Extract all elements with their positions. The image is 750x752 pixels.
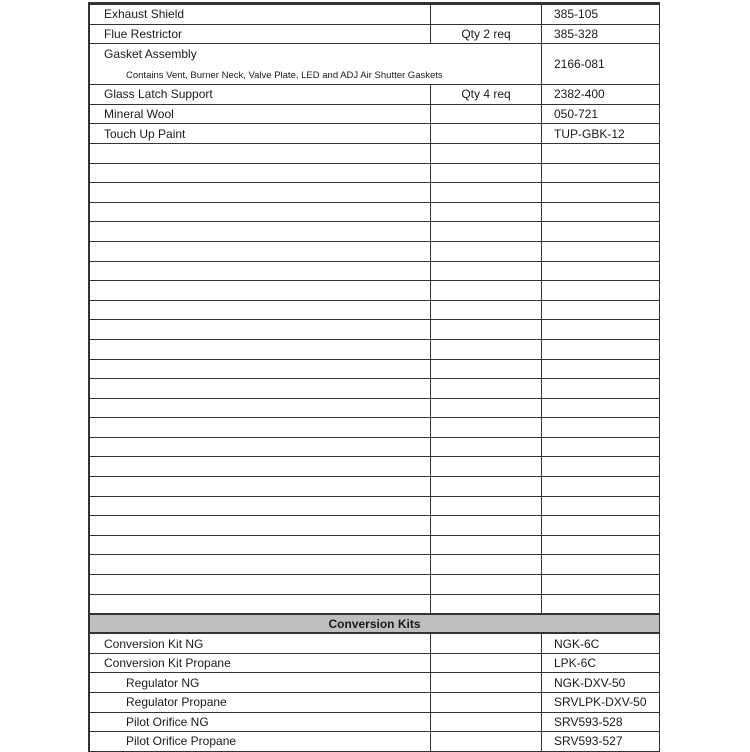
empty-cell bbox=[90, 163, 431, 183]
empty-cell bbox=[431, 143, 542, 163]
kit-description: Conversion Kit NG bbox=[90, 633, 431, 653]
empty-cell bbox=[542, 261, 660, 281]
part-number: 2382-400 bbox=[542, 85, 660, 105]
table-row bbox=[90, 124, 660, 144]
empty-cell bbox=[90, 281, 431, 301]
table-row bbox=[90, 712, 660, 732]
empty-row bbox=[90, 398, 660, 418]
kit-part-number: NGK-6C bbox=[542, 633, 660, 653]
empty-cell bbox=[431, 575, 542, 595]
empty-cell bbox=[431, 320, 542, 340]
empty-row bbox=[90, 359, 660, 379]
empty-cell bbox=[431, 379, 542, 399]
empty-cell bbox=[542, 379, 660, 399]
empty-cell bbox=[431, 300, 542, 320]
empty-cell bbox=[431, 281, 542, 301]
empty-row bbox=[90, 594, 660, 614]
empty-cell bbox=[90, 437, 431, 457]
empty-row bbox=[90, 457, 660, 477]
empty-cell bbox=[542, 222, 660, 242]
empty-cell bbox=[542, 183, 660, 203]
empty-row bbox=[90, 261, 660, 281]
kit-description: Conversion Kit Propane bbox=[90, 653, 431, 673]
empty-row bbox=[90, 379, 660, 399]
empty-cell bbox=[431, 535, 542, 555]
table-row bbox=[90, 673, 660, 693]
part-number: 2166-081 bbox=[542, 44, 660, 85]
empty-cell bbox=[431, 516, 542, 536]
part-sub-description: Contains Vent, Burner Neck, Valve Plate, LED and ADJ Air Shutter Gaskets bbox=[126, 70, 443, 82]
empty-cell bbox=[431, 202, 542, 222]
empty-cell bbox=[90, 300, 431, 320]
table-row bbox=[90, 44, 660, 85]
empty-cell bbox=[542, 359, 660, 379]
empty-cell bbox=[90, 222, 431, 242]
parts-list-sheet bbox=[88, 2, 660, 752]
section-heading: Conversion Kits bbox=[90, 614, 660, 633]
empty-cell bbox=[90, 457, 431, 477]
empty-cell bbox=[542, 477, 660, 497]
kit-description: Regulator Propane bbox=[90, 693, 431, 713]
part-description: Exhaust Shield bbox=[90, 5, 431, 25]
empty-cell bbox=[542, 143, 660, 163]
table-row bbox=[90, 24, 660, 44]
empty-row bbox=[90, 222, 660, 242]
empty-cell bbox=[542, 163, 660, 183]
empty-row bbox=[90, 281, 660, 301]
empty-cell bbox=[90, 575, 431, 595]
table-row bbox=[90, 85, 660, 105]
empty-cell bbox=[431, 163, 542, 183]
kit-quantity bbox=[431, 653, 542, 673]
empty-row bbox=[90, 418, 660, 438]
part-quantity: Qty 2 req bbox=[431, 24, 542, 44]
empty-row bbox=[90, 163, 660, 183]
empty-cell bbox=[90, 320, 431, 340]
empty-row bbox=[90, 241, 660, 261]
kit-description: Pilot Orifice Propane bbox=[90, 732, 431, 752]
kit-description: Regulator NG bbox=[90, 673, 431, 693]
empty-cell bbox=[542, 555, 660, 575]
part-quantity bbox=[431, 5, 542, 25]
empty-row bbox=[90, 516, 660, 536]
empty-cell bbox=[431, 183, 542, 203]
table-row bbox=[90, 104, 660, 124]
empty-row bbox=[90, 555, 660, 575]
section-header-row bbox=[90, 614, 660, 633]
part-description: Touch Up Paint bbox=[90, 124, 431, 144]
empty-cell bbox=[90, 261, 431, 281]
part-description: Mineral Wool bbox=[90, 104, 431, 124]
empty-row bbox=[90, 320, 660, 340]
empty-cell bbox=[90, 202, 431, 222]
kit-description: Pilot Orifice NG bbox=[90, 712, 431, 732]
empty-row bbox=[90, 575, 660, 595]
part-description: Glass Latch Support bbox=[90, 85, 431, 105]
kit-part-number: SRV593-527 bbox=[542, 732, 660, 752]
table-row bbox=[90, 693, 660, 713]
empty-cell bbox=[542, 339, 660, 359]
kit-part-number: LPK-6C bbox=[542, 653, 660, 673]
part-number: 050-721 bbox=[542, 104, 660, 124]
table-row bbox=[90, 653, 660, 673]
kit-quantity bbox=[431, 693, 542, 713]
part-quantity bbox=[431, 104, 542, 124]
empty-cell bbox=[90, 339, 431, 359]
empty-cell bbox=[431, 359, 542, 379]
empty-cell bbox=[542, 496, 660, 516]
part-quantity bbox=[431, 124, 542, 144]
empty-row bbox=[90, 437, 660, 457]
empty-cell bbox=[431, 241, 542, 261]
empty-cell bbox=[431, 339, 542, 359]
empty-cell bbox=[431, 437, 542, 457]
empty-row bbox=[90, 183, 660, 203]
empty-cell bbox=[542, 575, 660, 595]
empty-cell bbox=[542, 281, 660, 301]
empty-cell bbox=[542, 418, 660, 438]
empty-cell bbox=[542, 437, 660, 457]
table-row bbox=[90, 732, 660, 752]
empty-cell bbox=[90, 359, 431, 379]
empty-row bbox=[90, 496, 660, 516]
empty-cell bbox=[431, 555, 542, 575]
empty-cell bbox=[542, 594, 660, 614]
table-row bbox=[90, 633, 660, 653]
empty-cell bbox=[542, 516, 660, 536]
empty-row bbox=[90, 477, 660, 497]
empty-cell bbox=[90, 555, 431, 575]
empty-cell bbox=[90, 183, 431, 203]
part-description-cell bbox=[90, 44, 542, 85]
empty-cell bbox=[90, 496, 431, 516]
empty-cell bbox=[90, 143, 431, 163]
empty-row bbox=[90, 143, 660, 163]
empty-cell bbox=[90, 241, 431, 261]
kit-quantity bbox=[431, 633, 542, 653]
table-row bbox=[90, 5, 660, 25]
part-number: 385-328 bbox=[542, 24, 660, 44]
empty-row bbox=[90, 535, 660, 555]
empty-cell bbox=[431, 496, 542, 516]
empty-cell bbox=[542, 241, 660, 261]
empty-cell bbox=[431, 418, 542, 438]
kit-quantity bbox=[431, 732, 542, 752]
empty-cell bbox=[431, 594, 542, 614]
kit-quantity bbox=[431, 712, 542, 732]
empty-cell bbox=[90, 477, 431, 497]
kit-quantity bbox=[431, 673, 542, 693]
part-description: Gasket Assembly bbox=[104, 47, 197, 62]
empty-cell bbox=[90, 418, 431, 438]
empty-cell bbox=[542, 300, 660, 320]
empty-cell bbox=[431, 457, 542, 477]
empty-cell bbox=[431, 398, 542, 418]
empty-cell bbox=[431, 261, 542, 281]
empty-cell bbox=[90, 535, 431, 555]
empty-cell bbox=[90, 398, 431, 418]
empty-cell bbox=[90, 594, 431, 614]
empty-cell bbox=[90, 516, 431, 536]
kit-part-number: NGK-DXV-50 bbox=[542, 673, 660, 693]
empty-cell bbox=[431, 477, 542, 497]
empty-cell bbox=[542, 398, 660, 418]
empty-cell bbox=[90, 379, 431, 399]
empty-cell bbox=[542, 457, 660, 477]
part-description: Flue Restrictor bbox=[90, 24, 431, 44]
part-number: 385-105 bbox=[542, 5, 660, 25]
part-number: TUP-GBK-12 bbox=[542, 124, 660, 144]
kit-part-number: SRV593-528 bbox=[542, 712, 660, 732]
empty-cell bbox=[431, 222, 542, 242]
empty-cell bbox=[542, 320, 660, 340]
empty-cell bbox=[542, 202, 660, 222]
parts-table bbox=[89, 4, 660, 752]
empty-row bbox=[90, 300, 660, 320]
empty-cell bbox=[542, 535, 660, 555]
empty-row bbox=[90, 202, 660, 222]
part-quantity: Qty 4 req bbox=[431, 85, 542, 105]
empty-row bbox=[90, 339, 660, 359]
kit-part-number: SRVLPK-DXV-50 bbox=[542, 693, 660, 713]
